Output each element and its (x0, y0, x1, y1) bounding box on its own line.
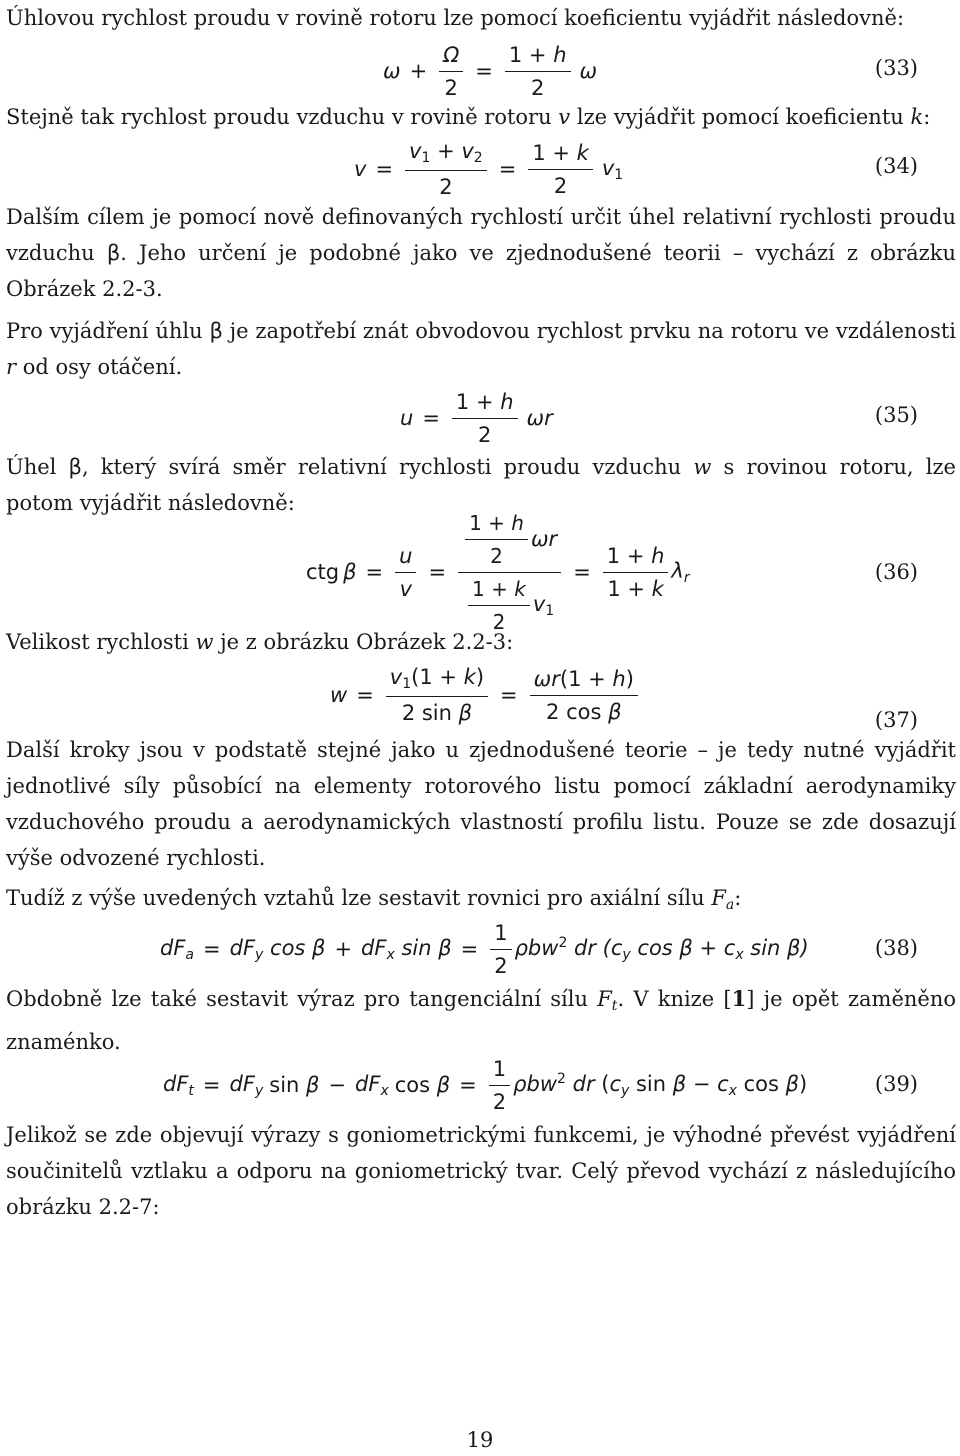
equation-33: ω + $\frac{\Omega}{2}$ = $\frac{1 + h}{2}$ ω (383, 42, 598, 100)
equation-37: w = $\frac{v_1(1 + k)}{\text{2 sin β}}$ = $\frac{\omega r(1 + h)}{\text{2 cos β}}$ (330, 660, 641, 730)
paragraph-2 (6, 99, 956, 135)
equation-39-row (0, 1050, 960, 1120)
equation-34: v = $\frac{v_1 + v_2}{2}$ = $\frac{1 + k}{2}$ $v_1$ (354, 139, 624, 199)
paragraph-9 (6, 981, 956, 1060)
paragraph-5-text-c: s rovinou rotoru, lze potom vyjádřit následovně: (6, 455, 956, 515)
equation-36-row (0, 510, 960, 634)
paragraph-6-text-a: Velikost rychlosti (6, 630, 196, 654)
paragraph-1-text: Úhlovou rychlost proudu v rovině rotoru lze pomocí koeficientu vyjádřit následovně: (6, 6, 905, 30)
paragraph-6 (6, 624, 956, 660)
paragraph-1 (6, 0, 956, 36)
paragraph-4-text-c: od osy otáčení. (16, 355, 183, 379)
paragraph-8-text-a: Tudíž z výše uvedených vztahů lze sestavit rovnici pro axiální sílu (6, 886, 712, 910)
equation-35: u = $\frac{1 + h}{2}$ ωr (400, 389, 553, 447)
paragraph-2-var-v: v (558, 105, 571, 129)
paragraph-5-text-a: Úhel (6, 455, 69, 479)
equation-34-row (0, 134, 960, 204)
paragraph-9-reference: 1 (731, 986, 747, 1011)
paragraph-3-text-b: . Jeho určení je podobné jako ve zjednodušené teorii – vychází z obrázku Obrázek 2.2-3. (6, 241, 956, 301)
paragraph-9-text-b: . V knize [ (617, 987, 732, 1011)
paragraph-2-text-b: lze vyjádřit pomocí koeficientu (570, 105, 911, 129)
equation-37-number: (37) (874, 708, 918, 732)
paragraph-5-text-b: , který svírá směr relativní rychlosti proudu vzduchu (81, 455, 694, 479)
paragraph-3-beta: β (106, 241, 121, 265)
equation-37-row (0, 660, 960, 730)
equation-36-number: (36) (874, 560, 918, 584)
paragraph-5-var-w: w (693, 455, 712, 479)
equation-33-row (0, 36, 960, 106)
equation-38-number: (38) (874, 936, 918, 960)
paragraph-5-beta: β (68, 455, 82, 479)
paragraph-4 (6, 313, 956, 385)
paragraph-10 (6, 1117, 956, 1225)
equation-35-number: (35) (874, 403, 918, 427)
page-number: 19 (466, 1428, 494, 1452)
paragraph-4-text-a: Pro vyjádření úhlu (6, 319, 210, 343)
paragraph-2-var-k: k (910, 105, 924, 129)
paragraph-2-text-a: Stejně tak rychlost proudu vzduchu v rovině rotoru (6, 105, 559, 129)
paragraph-6-var-w: w (195, 630, 214, 654)
paragraph-9-text-c: ] je opět zaměněno znaménko. (6, 987, 957, 1054)
equation-39: $dF_t$ = $dF_y$ sin β − $dF_x$ cos β = $\frac{1}{2}$ ρbw$^2$ dr ($c_y$ $\sin \beta - c_x$ cos β) (163, 1056, 808, 1114)
paragraph-9-var-F: F (597, 987, 612, 1011)
paragraph-7-text: Další kroky jsou v podstatě stejné jako u zjednodušené teorie – je tedy nutné vyjádřit jednotlivé síly působící na elementy rotorového listu pomocí základní aerodynamiky vzduchového proudu a aerodynamických vlastností profilu listu. Pouze se zde dosazují výše odvozené rychlosti. (6, 738, 956, 870)
equation-38-row (0, 914, 960, 984)
paragraph-8-text-b: : (734, 886, 742, 910)
paragraph-4-text-b: je zapotřebí znát obvodovou rychlost prvku na rotoru ve vzdálenosti (222, 319, 956, 343)
paragraph-7 (6, 732, 956, 876)
paragraph-9-text-a: Obdobně lze také sestavit výraz pro tangenciální sílu (6, 987, 598, 1011)
paragraph-10-text: Jelikož se zde objevují výrazy s goniometrickými funkcemi, je výhodné převést vyjádření součinitelů vztlaku a odporu na goniometrický tvar. Celý převod vychází z následujícího obrázku 2.2-7: (6, 1123, 956, 1219)
paragraph-3-text-a: Dalším cílem je pomocí nově definovaných rychlostí určit úhel relativní rychlosti proudu vzduchu (6, 205, 956, 265)
equation-38: $dF_a$ = $dF_y$ cos β + $dF_x$ sin β = $\frac{1}{2}$ ρbw$^2$ dr ($c_y$ $\cos \beta + c_x$ sin β) (160, 920, 809, 978)
equation-33-number: (33) (874, 56, 918, 80)
paragraph-2-text-c: : (923, 105, 931, 129)
paragraph-3 (6, 199, 956, 307)
paragraph-8-sub-a: a (725, 897, 735, 913)
equation-35-row (0, 383, 960, 453)
paragraph-9-sub-t: t (611, 998, 618, 1014)
paragraph-4-beta: β (209, 319, 223, 343)
paragraph-8-var-F: F (711, 886, 726, 910)
paragraph-6-text-b: je z obrázku Obrázek 2.2-3: (213, 630, 514, 654)
equation-39-number: (39) (874, 1072, 918, 1096)
paragraph-4-var-r: r (6, 355, 17, 379)
equation-36: ctg β = $\frac{u}{v}$ = $\frac{1 + h}{2}$ ωr $\frac{1 + k}{2}$ $v_1$ = $\frac{1 + h}{1 + k}$ $\lambda_r$ (306, 510, 690, 634)
equation-34-number: (34) (874, 154, 918, 178)
